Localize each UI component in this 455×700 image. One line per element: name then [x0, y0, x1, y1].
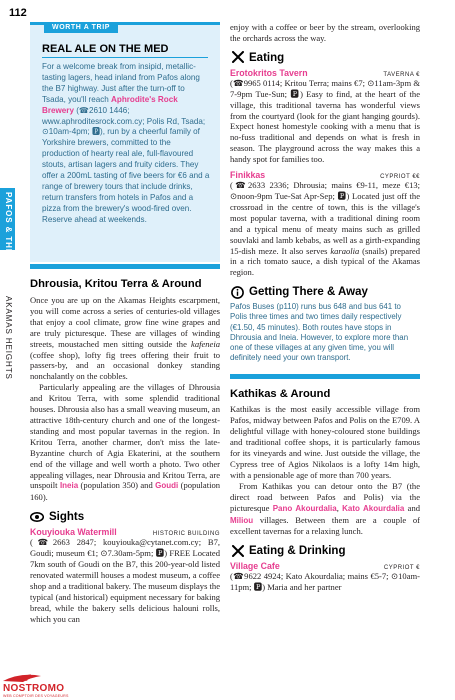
side-tab-label [1, 192, 15, 442]
right-column [230, 22, 420, 593]
watermill-text: (☎2663 2847; kouyiouka@cytanet.com.cy; B7, Goudi; museum €1; ⊙7.30am-5pm; 🅿) FREE Located 7km south of Goudi on the B7, this 200-year-old listed renovated watermill houses a modest museum, a coffee shop and a traditional bakery. The museum displays the typical (and historical) equipment necessary for baking bread, while the bakery sells delicious halouni rolls, which you can [30, 537, 220, 624]
village-cafe-name[interactable]: Village Cafe [230, 561, 280, 572]
sights-heading: Sights [30, 510, 220, 524]
getting-there-text: Pafos Buses (p110) runs bus 648 and bus 641 to Polis three times and two times daily respectively (€1.50, 45 minutes). Both routes have stops in Dhrousia and Ineia. However, to explore more than one of these villages at any given time, you will definitely need your own transport. [230, 302, 409, 363]
erotokritos-name[interactable]: Erotokritos Tavern [230, 67, 308, 78]
watermill-category: HISTORIC BUILDING [152, 531, 220, 538]
page-number: 112 [9, 7, 27, 19]
sidebar-divider [42, 57, 208, 58]
sidebar-title: REAL ALE ON THE MED [42, 43, 169, 55]
side-tab-region: PAFOS & THE WEST [4, 192, 13, 285]
cutlery-icon [230, 544, 244, 558]
section-heading-kathikas: Kathikas & Around [230, 374, 420, 401]
chapter-side-tab [0, 188, 15, 440]
erotokritos-text: (☎9965 0114; Kritou Terra; mains €7; ⊙11am-3pm & 7-9pm Tue-Sun; 🅿) Easy to find, at the heart of the village, this traditional taverna has wonderful views from the courtyard (look for the giant hanging gourds). Expect honest homestyle cooking with a menu that is no-fuss traditional and depends on what is fresh in season. The playground across the way makes this a handy spot for families too. [230, 77, 420, 165]
watermill-name[interactable]: Kouyiouka Watermill [30, 527, 117, 538]
left-column [30, 264, 220, 624]
eye-icon [30, 510, 44, 524]
sidebar-tag: WORTH A TRIP [44, 22, 118, 33]
village-cafe-entry [230, 561, 420, 571]
erotokritos-category: TAVERNA € [383, 71, 420, 78]
finikkas-text: (☎2633 2336; Dhrousia; mains €9-11, meze €13; ⊙noon-9pm Tue-Sat Apr-Sep; 🅿) Located just off the crossroad in the centre of town, this is the village's most popular taverna, with a traditional dining room and a typical menu of meaty mains such as grilled souvlaki and lamb kebabs, as well as a girth-expanding 15-dish meze. It also serves karaolia (snails) prepared in a rich tomato sauce, a dish typical of the Akamas region. [230, 180, 420, 278]
kathikas-body: Kathikas is the most easily accessible village from Pafos, midway between Pafos and Polis on the E709. A delightful village with honey-coloured stone buildings and traditional coffee shops, it is particularly famous for its vineyards and wine. Just outside the village, the Cypress tree of Agios Nikolaos is a lofty 14m high, with a pensionable age of more than 700 years. From Kathikas you can detour onto the B7 (the direct road between Pafos and Polis) via the picturesque Pano Akourdalia, Kato Akourdalia and Miliou villages. Between them are a couple of excellent tavernas for a relaxing lunch. [230, 404, 420, 537]
village-cafe-text: (☎9622 4924; Kato Akourdalia; mains €5-7; ⊙10am-11pm; 🅿) Maria and her partner [230, 571, 420, 593]
erotokritos-entry [230, 68, 420, 78]
section-heading-dhrousia: Dhrousia, Kritou Terra & Around [30, 264, 220, 291]
nostromo-logo [1, 672, 77, 698]
watermill-entry [30, 527, 220, 537]
goudi-link[interactable]: Goudi [155, 481, 179, 491]
kato-akourdalia-link[interactable]: Kato Akourdalia [342, 503, 405, 513]
side-tab-subregion: AKAMAS HEIGHTS [4, 296, 13, 380]
finikkas-category: CYPRIOT €€ [380, 174, 420, 181]
village-cafe-category: CYPRIOT € [383, 565, 420, 572]
pano-akourdalia-link[interactable]: Pano Akourdalia [272, 503, 337, 513]
dhrousia-body: Once you are up on the Akamas Heights escarpment, you will come across a series of centuries-old villages that enjoy a cool climate, grow fine wine grapes and are truly picturesque. These are villages of winding streets, moustached men sitting outside the kafeneia (coffee shop), lofty fig trees offering their fruit to passers-by, and an occasional donkey standing nonchalantly on the cobbles. Particularly appealing are the villages of Dhrousia and Kritou Terra, with some splendid traditional houses. Dhrousia also has a small weaving museum, an attractive 18th-century church and one of the longest-standing and most popular tavernas in the region. In Kritou Terra, another charmer, don't miss the late-Byzantine church of Agia Ekaterini, at the southern end of the village and well worth a photo. Two other appealing villages, near Dhrousia and Kritou Terra, are unspoilt Ineia (population 350) and Goudi (population 160). [30, 295, 221, 503]
sidebar-body: For a welcome break from insipid, metallic-tasting lagers, head inland from Pafos along the B7 highway. Just after the turn-off to Tsada, you'll reach Aphrodite's Rock Brewery (☎2610 1446; www.aphroditesrock.com.cy; Polis Rd, Tsada; ⊙10am-4pm; 🅿), run by a cheerful family of Yorkshire brewers, committed to the production of hearty real ale, full-flavoured stouts, artisan lagers and fruity ciders. They offer a 200mL tasting of five beers for €6 and a range of brewery tours that include drinks, return transfers from hotels in Pafos and a pizza from the brewery's wood-fired oven. Reserve ahead at weekends. [42, 62, 210, 224]
eating-heading: Eating [230, 51, 420, 65]
eating-drinking-heading: Eating & Drinking [230, 544, 420, 558]
finikkas-entry [230, 170, 420, 180]
worth-a-trip-box [30, 22, 220, 262]
getting-there-heading: Getting There & Away [230, 285, 420, 299]
logo-wordmark: NOSTROMO [3, 683, 65, 694]
ineia-link[interactable]: Ineia [59, 481, 79, 491]
brewery-link[interactable]: Aphrodite's Rock Brewery [42, 94, 178, 115]
info-icon [230, 285, 244, 299]
finikkas-name[interactable]: Finikkas [230, 170, 266, 181]
logo-tagline: WEB COMPTOIR DES VOYAGEURS [3, 694, 69, 698]
watermill-continued: enjoy with a coffee or beer by the stream, overlooking the orchards across the way. [230, 22, 420, 43]
cutlery-icon [230, 51, 244, 65]
miliou-link[interactable]: Miliou [230, 515, 254, 525]
